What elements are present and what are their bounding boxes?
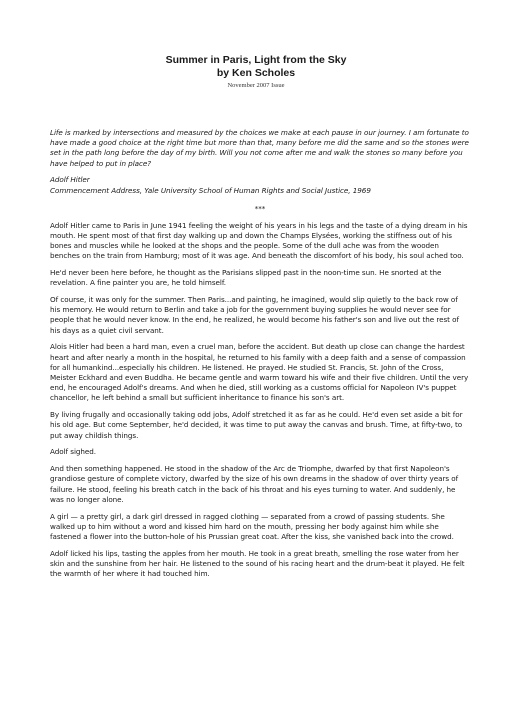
paragraph: By living frugally and occasionally taking odd jobs, Adolf stretched it as far as he could. He'd even set aside a bit for his old age. But come September, he'd decided, it was time to put away the canvas and brush. Time, at fifty-two, to put away childish things. [50,410,463,440]
epigraph-quote: Life is marked by intersections and measured by the choices we make at each pause in our journey. I am fortunate to have made a good choice at the right time but more than that, many before me did the same and so the stones were set in the path long before the day of my birth. Will you not come after me and walk the stones so many before you have helped to put in place? [50,128,469,168]
paragraph: Adolf licked his lips, tasting the apples from her mouth. He took in a great breath, smelling the rose water from her skin and the sunshine from her hair. He listened to the sound of his racing heart and the drum-beat it played. He felt the warmth of her where it had touched him. [50,548,465,579]
paragraph: Alois Hitler had been a hard man, even a cruel man, before the accident. But death up close can change the hardest heart and after nearly a month in the hospital, he returned to his family with a deep faith and a sense of compassion for all humankind...especially his children. He listened. He prayed. He studied St. Francis, St. John of the Cross, Meister Eckhard and even Buddha. He became gentle and warm toward his wife and their five children. Until the very end, he encouraged Adolf's dreams. And when he died, still working as a customs official for Napoleon IV's puppet chancellor, he left behind a small but sufficient inheritance to finance his son's art. [50,342,469,403]
section-separator: *** [254,203,266,213]
paragraph: A girl — a pretty girl, a dark girl dressed in ragged clothing — separated from a crowd of passing students. She walked up to him without a word and kissed him hard on the mouth, pressing her body against him while she fastened a flower into the button-hole of his Prussian great coat. After the kiss, she vanished back into the crowd. [50,511,454,542]
story-byline: by Ken Scholes [216,67,296,79]
issue-date: November 2007 Issue [227,82,285,89]
paragraph: Adolf Hitler came to Paris in June 1941 feeling the weight of his years in his legs and the taste of a dying dream in his mouth. He spent most of that first day walking up and down the Champs Elysées, working the stiffness out of his bones and muscles while he looked at the shops and the people. Some of the dull ache was from the wooden benches on the train from Hamburg; most of it was age. And beneath the discomfort of his body, his soul ached too. [50,220,468,261]
story-body [50,128,470,586]
epigraph-attribution [50,175,470,195]
epigraph-source: Commencement Address, Yale University School of Human Rights and Social Justice, 1969 [50,185,371,195]
paragraph: And then something happened. He stood in the shadow of the Arc de Triomphe, dwarfed by that first Napoleon's grandiose gesture of complete victory, dwarfed by the size of his own dreams in the shadow of over thirty years of failure. He stood, feeling his breath catch in the back of his throat and his eyes turning to water. And suddenly, he was no longer alone. [50,464,459,504]
epigraph-author: Adolf Hitler [50,175,90,185]
story-title: Summer in Paris, Light from the Sky [165,54,347,66]
paragraph: Adolf sighed. [50,447,97,457]
paragraph: Of course, it was only for the summer. Then Paris...and painting, he imagined, would slip quietly to the back row of his memory. He would return to Berlin and take a job for the government buying supplies he would never see for people that he would never know. In the end, he realized, he would become his father's son and live out the rest of his days as a quiet civil servant. [50,295,459,335]
paragraph: He'd never been here before, he thought as the Parisians slipped past in the noon-time sun. He snorted at the revelation. A fine painter you are, he told himself. [50,268,442,288]
story-heading [0,54,512,80]
